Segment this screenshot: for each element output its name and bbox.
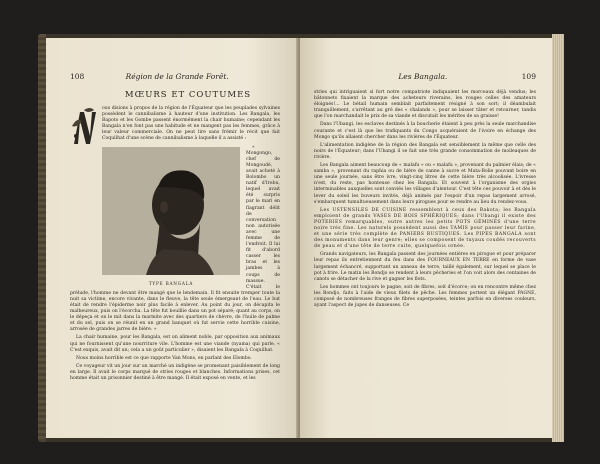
page-block-edge bbox=[552, 34, 564, 442]
right-running-head bbox=[314, 72, 536, 81]
open-book bbox=[38, 34, 564, 442]
paragraph: La chair humaine, pour les Bangala, est un aliment noble, par opposition aux animaux qui ne fournissent qu'une nourriture vile. L'homme est une viande (nyama) qui parle, « C'est exquis, avait dit un; cela a un goût particulier », disaient les Bangala à Coquilhat. bbox=[70, 335, 280, 353]
paragraph: L'alimentation indigène de la région des Bangala est sensiblement la même que celle des noirs de l'Équateur; dans l'Ubangi il se fait une très grande consommation de moileaques de rivière. bbox=[314, 142, 536, 160]
paragraph: ous disions à propos de la région de l'Équateur que les peuplades sylvaines possèdent le cannibalisme à hauteur d'une institution. Les Bangala, les Bapoto et les Gombe passent énormément la chair humaine; cependant les Bangala n'en font pas une habitude et ne mangent pas les femmes, grâce à leur valeur commerciale. On ne peut lire sans frémir le récit que fait Coquilhat d'une scène de cannibalisme à laquelle il a assisté : bbox=[102, 106, 280, 142]
paragraph: Les hommes ont toujours le pagne, soit de fibres, soit d'écorce; on en rencontre même chez les Bondjo, faits à l'aide de vieux filets de pêche. Les femmes portent un élégant PAGNE, composé de nombreuses franges de fibres superposées, teintes parfois en diverses couleurs, ayant l'aspect de jupes de danseuses. Ce bbox=[314, 284, 536, 309]
photo-figure bbox=[102, 147, 240, 286]
book-cover-edge bbox=[38, 34, 46, 442]
portrait-photo bbox=[102, 147, 240, 275]
right-page-number: 109 bbox=[521, 72, 536, 81]
dropcap-ornament-icon bbox=[70, 106, 98, 146]
paragraph: Les USTENSILES DE CUISINE ressemblent à ceux des Bakota; les Bangala emploient de grands VASES DE BOIS SPHÉRIQUES; dans l'Ubangi il existe des POTERIES remarquables, outre autres les petits POTS GÉMINÉS d'une terre noire très fine. Les naturels possèdent aussi des TAMIS pour passer leur farine, et une série très complète de PANIERS RUSTIQUES. Les PIPES BANGALA sont des monuments dans leur genre; elles se composent de tuyaux coudés recouverts de peau et d'une tête de terre cuite, quelquefois ornée. bbox=[314, 207, 536, 250]
paragraph: Ce voyageur vit un jour sur un marché un indigène se promenant paisiblement de long en large. Il avait le corps marqué de stries rouges et blanches. Informations prises, cet homme était un prisonnier destiné à être mangé. Il était exposé en vente, et les bbox=[70, 363, 280, 382]
paragraph: « Mongongo, chef de Mongoudé, avait acheté à Bolombo un natif d'Irebu, lequel avait été surpris par le mari en flagrant délit de conversation non autorisée avec une femme de l'endroit. Il lui fit d'abord casser les bras et les jambes à coups de massue. C'était le prélude, l'homme ne devant être mangé que le lendemain. Il fit ensuite tremper toute la nuit sa victime, encore vivante, dans le fleuve, la tête seule émergeant de l'eau. Le but était de rendre l'épiderme noir plus facile à enlever. Au point du jour, on décapita le malheureux, puis on l'écorcha. La tête fut bouillie dans un pot séparé; quant au corps, on le dépeça et on le mit dans la marmite avec des quartiers de chèvre, de l'huile de palme et du sel, puis on se réunit en un grand banquet où fut servie cette horrible cuisine, arrosée de grandes jarres de bière. » bbox=[70, 144, 280, 333]
left-running-title: Région de la Grande Forêt. bbox=[125, 72, 229, 81]
paragraph: Dans l'Ubangi, les esclaves destinés à la boucherie étaient à peu près la seule marchandise courante et c'est là que les trafiquants du Congo acquéraient de l'ivoire en échange des Mongo qu'ils allaient chercher dans les rivières de l'Équateur. bbox=[314, 122, 536, 140]
paragraph: Grands navigateurs, les Bangala passent des journées entières en pirogue et pour préparer leur repas ils entretiennent du feu dans des FOURNEAUX EN TERRE en forme de vase largement échancré, supportant un anneau de terre, taillé également, sur lequel se place le pot à frire. Le matin les Bondjo se rendent à leurs pêcheries et l'on voit alors des centaines de canots se détacher de la rive et gagner les flots. bbox=[314, 252, 536, 282]
right-page bbox=[300, 38, 552, 438]
section-title: MŒURS ET COUTUMES bbox=[124, 90, 252, 100]
left-page bbox=[46, 38, 298, 438]
left-page-number: 108 bbox=[70, 72, 85, 81]
paragraph: stries qui intriguaient si fort notre compatriote indiquaient les morceaux déjà vendus; les bâtonnets fixaient la marque des acheteurs riverains, les rouges celles des amateurs éloignés!... Le bétail humain semblait parfaitement résigné à son sort; il déambulait tranquillement, s'arrêtant au gré des « chalands », pour se laisser tâter et retourner, tandis que l'on marchandait le prix de sa viande et discutait les mérites de sa graisse! bbox=[314, 90, 536, 120]
paragraph: Nous moins horrible est ce que rapporte Van Mons, en parlant des Elombo. bbox=[76, 355, 252, 361]
left-running-head bbox=[70, 72, 280, 81]
right-running-title: Les Bangala. bbox=[398, 72, 448, 81]
photo-caption: TYPE BANGALA bbox=[148, 280, 194, 286]
paragraph: Les Bangala aiment beaucoup de « malafu » ou « malafu », provenant du palmier élais; de « samba », provenant du raphia ou de bière de canne à sucre et Mata-Bolie pouvant boire en une seule journée, sans être ivre, vingt-cinq litres de cette bière très alcoolisée. L'ivresse n'est, du reste, pas honteuse chez les Bangala. Et souvent à l'organisme des orgies interminables auxquelles sont conviés les villages d'alentour. C'est tête ces pouvoir à et dès le lever du soleil les buveurs invités, déjà animés par l'espoir d'un repas largement arrosé, s'embarquent tumultueusement dans leurs pirogues pour se rendre au lieu du rendez-vous. bbox=[314, 163, 536, 205]
